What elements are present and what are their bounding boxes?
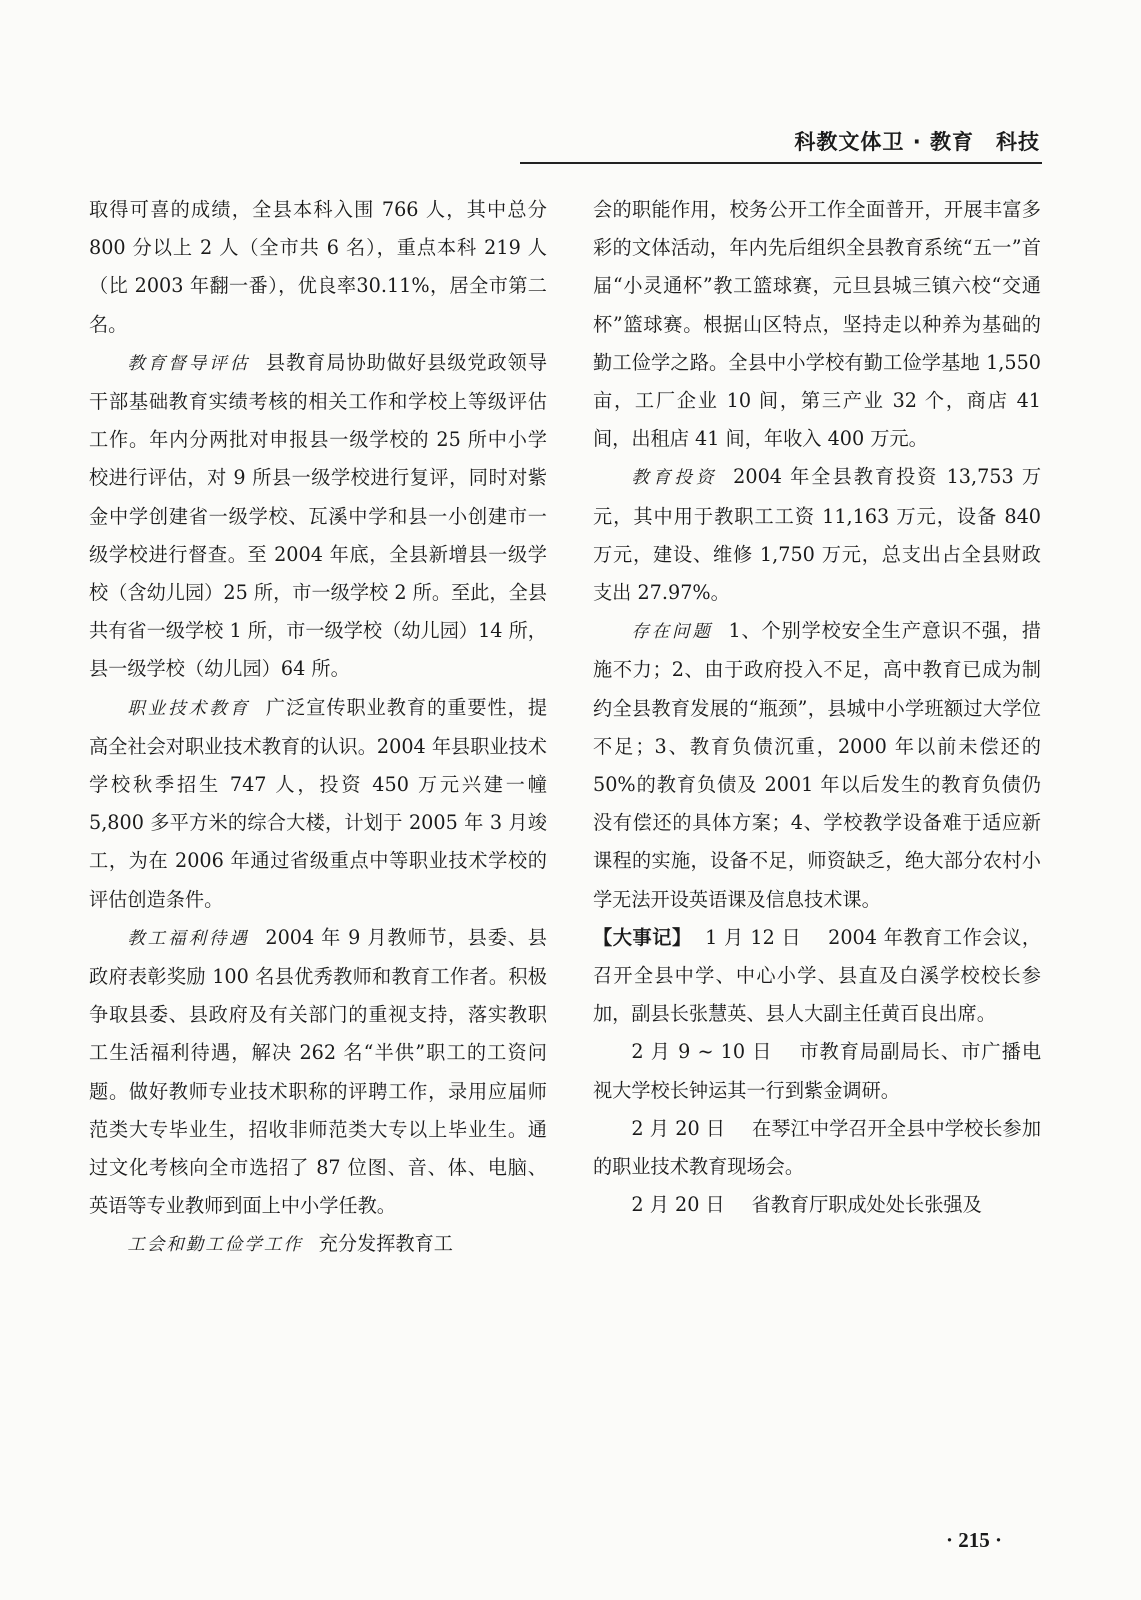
paragraph-text: 1、个别学校安全生产意识不强，措施不力；2、由于政府投入不足，高中教育已成为制约全县教育发展的“瓶颈”，县城中小学班额过大学位不足；3、教育负债沉重，2000 年以前未偿还的 50%的教育负债及 2001 年以后发生的教育负债仍没有偿还的具体方案；4、学校教学设备难于适应新课程的实施，设备不足，师资缺乏，绝大部分农村小学无法开设英语课及信息技术课。 xyxy=(593,619,1041,911)
page-number: · 215 · xyxy=(946,1528,1003,1552)
paragraph-text: 充分发挥教育工 xyxy=(318,1232,453,1256)
event-text: 2004 年教育工作会议，召开全县中学、中心小学、县直及白溪学校校长参加，副县长张慧英、县人大副主任黄百良出席。 xyxy=(593,925,1042,1026)
section-heading: 教工福利待遇 xyxy=(127,928,250,949)
section-paragraph xyxy=(89,689,547,919)
running-title: 科教文体卫 · 教育 科技 xyxy=(794,130,1040,154)
section-heading: 教育督导评估 xyxy=(127,353,251,374)
section-paragraph xyxy=(593,612,1041,919)
event-date: 2 月 20 日 xyxy=(631,1116,726,1140)
section-heading: 存在问题 xyxy=(631,622,713,643)
event-date: 2 月 9 ~ 10 日 xyxy=(631,1040,773,1064)
chronicle-paragraph xyxy=(593,919,1041,1034)
section-heading: 工会和勤工俭学工作 xyxy=(127,1235,303,1256)
paragraph-text: 2004 年 9 月教师节，县委、县政府表彰奖励 100 名县优秀教师和教育工作者。积极争取县委、县政府及有关部门的重视支持，落实教职工生活福利待遇，解决 262 名“半供”职工的工资问题。做好教师专业技术职称的评聘工作，录用应届师范类大专毕业生，招收非师范类大专以上毕业生。通过文化考核向全市选招了 87 位图、音、体、电脑、英语等专业教师到面上中小学任教。 xyxy=(89,925,547,1218)
right-column xyxy=(593,191,1041,1224)
section-paragraph xyxy=(593,458,1041,612)
paragraph-text: 会的职能作用，校务公开工作全面普开，开展丰富多彩的文体活动，年内先后组织全县教育系统“五一”首届“小灵通杯”教工篮球赛，元旦县城三镇六校“交通杯”篮球赛。根据山区特点，坚持走以种养为基础的勤工俭学之路。全县中小学校有勤工俭学基地 1,550 亩，工厂企业 10 间，第三产业 32 个，商店 41 间，出租店 41 间，年收入 400 万元。 xyxy=(593,198,1041,451)
left-column xyxy=(89,191,547,1265)
paragraph-text: 广泛宣传职业教育的重要性，提高全社会对职业技术教育的认识。2004 年县职业技术学校秋季招生 747 人，投资 450 万元兴建一幢 5,800 多平方米的综合大楼，计划于 2005 年 3 月竣工，为在 2006 年通过省级重点中等职业技术学校的评估创造条件。 xyxy=(89,695,548,911)
section-paragraph xyxy=(89,919,547,1226)
event-date: 2 月 20 日 xyxy=(631,1193,725,1217)
paragraph xyxy=(89,191,547,344)
section-paragraph xyxy=(89,1225,547,1264)
paragraph-text: 2004 年全县教育投资 13,753 万元，其中用于教职工工资 11,163 万元，设备 840 万元，建设、维修 1,750 万元，总支出占全县财政支出 27.97%。 xyxy=(593,465,1042,605)
section-heading: 教育投资 xyxy=(631,468,718,489)
paragraph-text: 取得可喜的成绩，全县本科入围 766 人，其中总分 800 分以上 2 人（全市共 6 名），重点本科 219 人（比 2003 年翻一番），优良率30.11%，居全市第二名。 xyxy=(89,198,547,336)
event-date: 1 月 12 日 xyxy=(705,925,802,949)
event-paragraph xyxy=(593,1110,1041,1186)
section-heading: 职业技术教育 xyxy=(127,698,251,719)
running-header xyxy=(520,126,1042,164)
event-text: 市教育局副局长、市广播电视大学校长钟运其一行到紫金调研。 xyxy=(593,1040,1042,1102)
event-text: 省教育厅职成处处长张强及 xyxy=(751,1193,982,1217)
event-paragraph xyxy=(593,1033,1041,1109)
section-paragraph xyxy=(89,344,547,689)
chronicle-heading: 【大事记】 xyxy=(593,925,692,949)
paragraph xyxy=(593,191,1041,458)
paragraph-text: 县教育局协助做好县级党政领导干部基础教育实绩考核的相关工作和学校上等级评估工作。年内分两批对申报县一级学校的 25 所中小学校进行评估，对 9 所县一级学校进行复评，同时对紫金中学创建省一级学校、瓦溪中学和县一小创建市一级学校进行督查。至 2004 年底，全县新增县一级学校（含幼儿园）25 所，市一级学校 2 所。至此，全县共有省一级学校 1 所，市一级学校（幼儿园）14 所，县一级学校（幼儿园）64 所。 xyxy=(89,350,548,681)
event-paragraph xyxy=(593,1186,1041,1224)
event-text: 在琴江中学召开全县中学校长参加的职业技术教育现场会。 xyxy=(593,1116,1042,1179)
